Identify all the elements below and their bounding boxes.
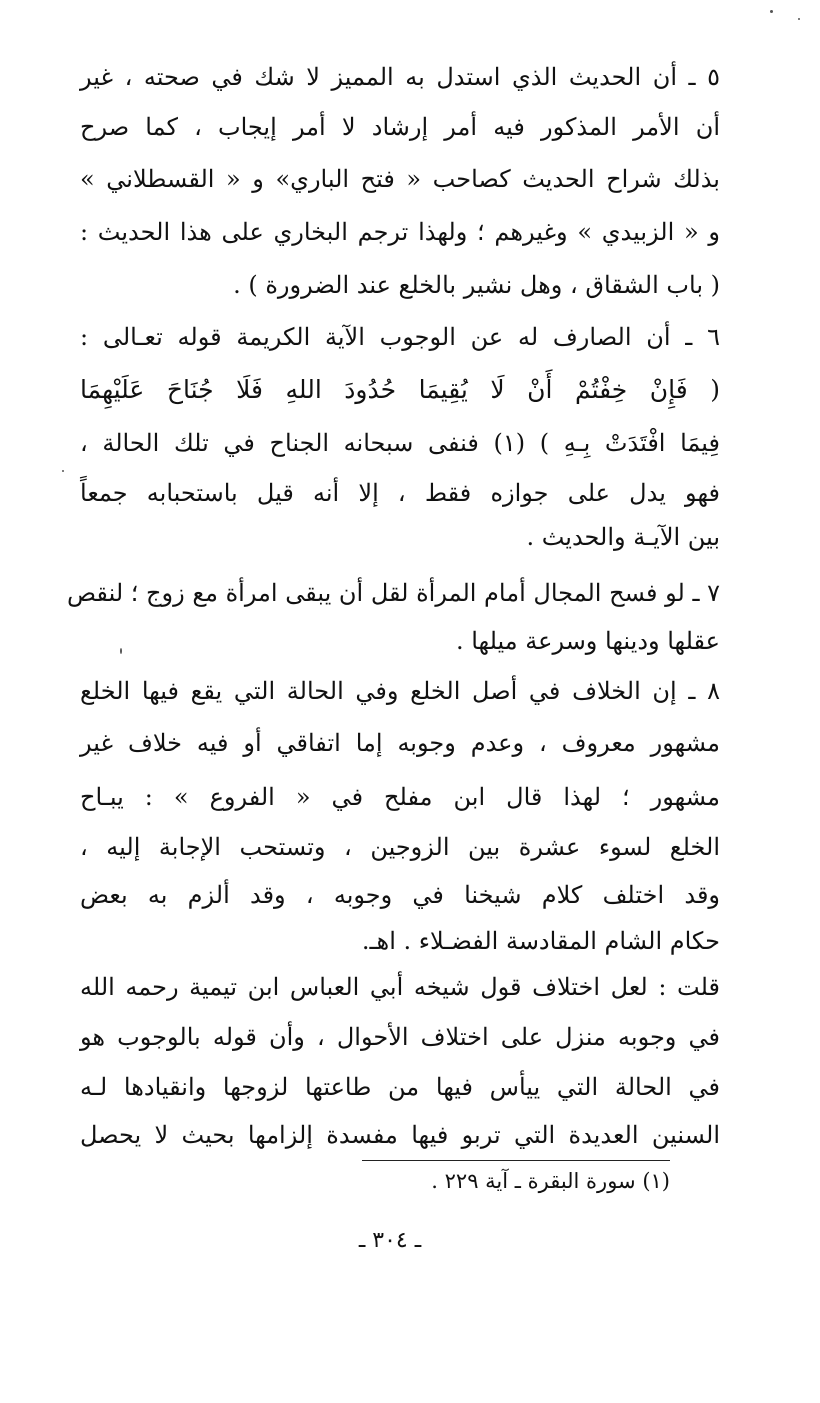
paragraph-5-line-2: أن الأمر المذكور فيه أمر إرشاد لا أمر إيجاب ، كما صرح [80,113,720,141]
footnote-divider [362,1160,670,1161]
page-number: ـ ٣٠٤ ـ [358,1228,422,1253]
scan-speck [798,18,800,20]
paragraph-8-line-5: وقد اختلف كلام شيخنا في وجوبه ، وقد ألزم به بعض [80,881,720,909]
paragraph-8-line-1: ٨ ـ إن الخلاف في أصل الخلع وفي الحالة التي يقع فيها الخلع [80,677,720,705]
paragraph-5-line-1: ٥ ـ أن الحديث الذي استدل به المميز لا شك في صحته ، غير [80,63,720,91]
paragraph-8-line-6: حكام الشام المقادسة الفضـلاء . اهـ. [361,927,720,955]
paragraph-6-line-5: بين الآيـة والحديث . [526,523,720,551]
footnote: (١) سورة البقرة ـ آية ٢٢٩ . [431,1169,670,1193]
scan-speck [62,470,64,472]
paragraph-6-quran-verse: ( فَإِنْ خِفْتُمْ أَنْ لَا يُقِيمَا حُدُودَ اللهِ فَلَا جُنَاحَ عَلَيْهِمَا [80,375,720,404]
paragraph-8-line-3: مشهور ؛ لهذا قال ابن مفلح في « الفروع » : يبـاح [80,783,720,811]
commentary-line-2: في وجوبه منزل على اختلاف الأحوال ، وأن قوله بالوجوب هو [80,1023,720,1051]
scan-speck [770,10,773,13]
paragraph-7-line-2: عقلها ودينها وسرعة ميلها . [455,627,720,655]
paragraph-8-line-4: الخلع لسوء عشرة بين الزوجين ، وتستحب الإجابة إليه ، [80,833,720,861]
paragraph-5-line-4: و « الزبيدي » وغيرهم ؛ ولهذا ترجم البخاري على هذا الحديث : [80,218,720,246]
commentary-line-4: السنين العديدة التي تربو فيها مفسدة إلزامها بحيث لا يحصل [80,1121,720,1149]
commentary-line-3: في الحالة التي ييأس فيها من طاعتها لزوجها وانقيادها لـه [80,1073,720,1101]
scan-speck [120,648,122,654]
commentary-line-1: قلت : لعل اختلاف قول شيخه أبي العباس ابن تيمية رحمه الله [80,973,720,1001]
paragraph-7-line-1: ٧ ـ لو فسح المجال أمام المرأة لقل أن يبقى امرأة مع زوج ؛ لنقص [67,579,720,607]
paragraph-6-line-4: فهو يدل على جوازه فقط ، إلا أنه قيل باستحبابه جمعاً [80,479,720,507]
paragraph-5-line-5: ( باب الشقاق ، وهل نشير بالخلع عند الضرورة ) . [233,271,720,299]
paragraph-6-line-1: ٦ ـ أن الصارف له عن الوجوب الآية الكريمة قوله تعـالى : [80,323,720,351]
paragraph-5-line-3: بذلك شراح الحديث كصاحب « فتح الباري» و « القسطلاني » [80,165,720,193]
paragraph-6-line-3: فِيمَا افْتَدَتْ بِـهِ ) (١) فنفى سبحانه الجناح في تلك الحالة ، [80,429,721,457]
paragraph-8-line-2: مشهور معروف ، وعدم وجوبه إما اتفاقي أو فيه خلاف غير [80,729,720,757]
